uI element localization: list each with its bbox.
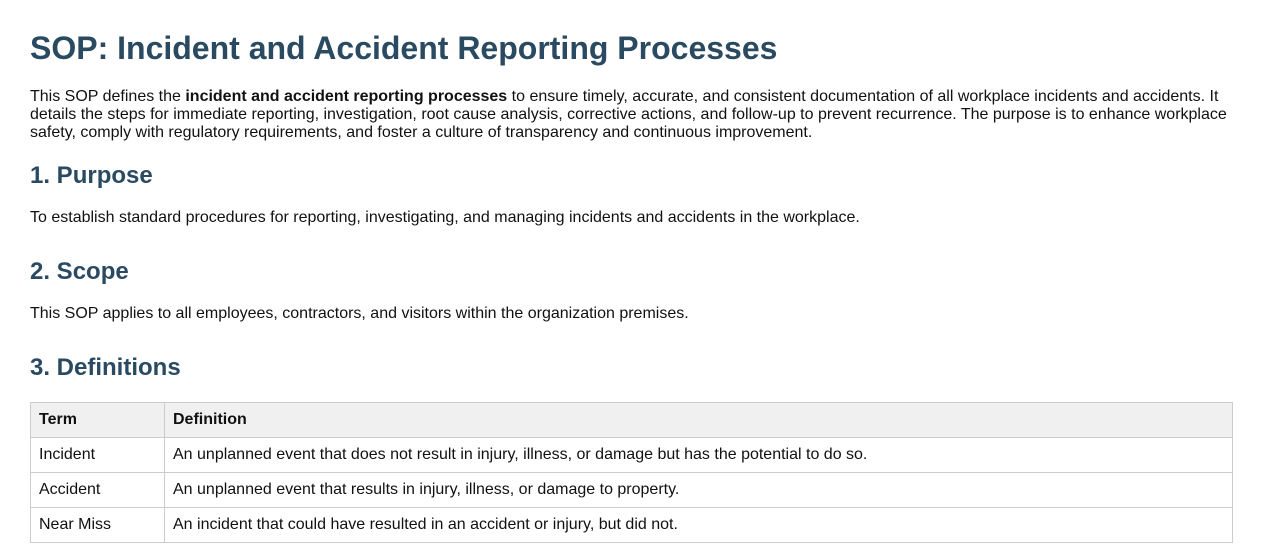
table-row bbox=[31, 438, 1233, 473]
term-cell: Near Miss bbox=[31, 508, 165, 543]
definitions-heading: 3. Definitions bbox=[30, 354, 181, 381]
table-row bbox=[31, 508, 1233, 543]
scope-text: This SOP applies to all employees, contractors, and visitors within the organization premises. bbox=[30, 305, 689, 322]
intro-text-after: to ensure timely, accurate, and consistent documentation of all workplace incidents and accidents. It details the steps for immediate reporting, investigation, root cause analysis, corrective actions, and follow-up to prevent recurrence. The purpose is to enhance workplace safety, comply with regulatory requirements, and foster a culture of transparency and continuous improvement. bbox=[30, 88, 1227, 141]
definition-cell: An unplanned event that results in injury, illness, or damage to property. bbox=[165, 473, 1233, 508]
definition-cell: An unplanned event that does not result in injury, illness, or damage but has the potential to do so. bbox=[165, 438, 1233, 473]
definitions-table bbox=[30, 402, 1233, 543]
table-header-term: Term bbox=[31, 403, 165, 438]
table-header-definition: Definition bbox=[165, 403, 1233, 438]
table-header-row bbox=[31, 403, 1233, 438]
purpose-text: To establish standard procedures for reporting, investigating, and managing incidents and accidents in the workplace. bbox=[30, 209, 860, 226]
term-cell: Incident bbox=[31, 438, 165, 473]
intro-text-before: This SOP defines the bbox=[30, 88, 186, 105]
purpose-heading: 1. Purpose bbox=[30, 162, 153, 189]
definition-cell: An incident that could have resulted in an accident or injury, but did not. bbox=[165, 508, 1233, 543]
scope-heading: 2. Scope bbox=[30, 258, 129, 285]
term-cell: Accident bbox=[31, 473, 165, 508]
intro-paragraph bbox=[30, 88, 1233, 142]
intro-text-bold: incident and accident reporting processes bbox=[185, 88, 508, 105]
page-title: SOP: Incident and Accident Reporting Processes bbox=[30, 30, 778, 66]
table-row bbox=[31, 473, 1233, 508]
